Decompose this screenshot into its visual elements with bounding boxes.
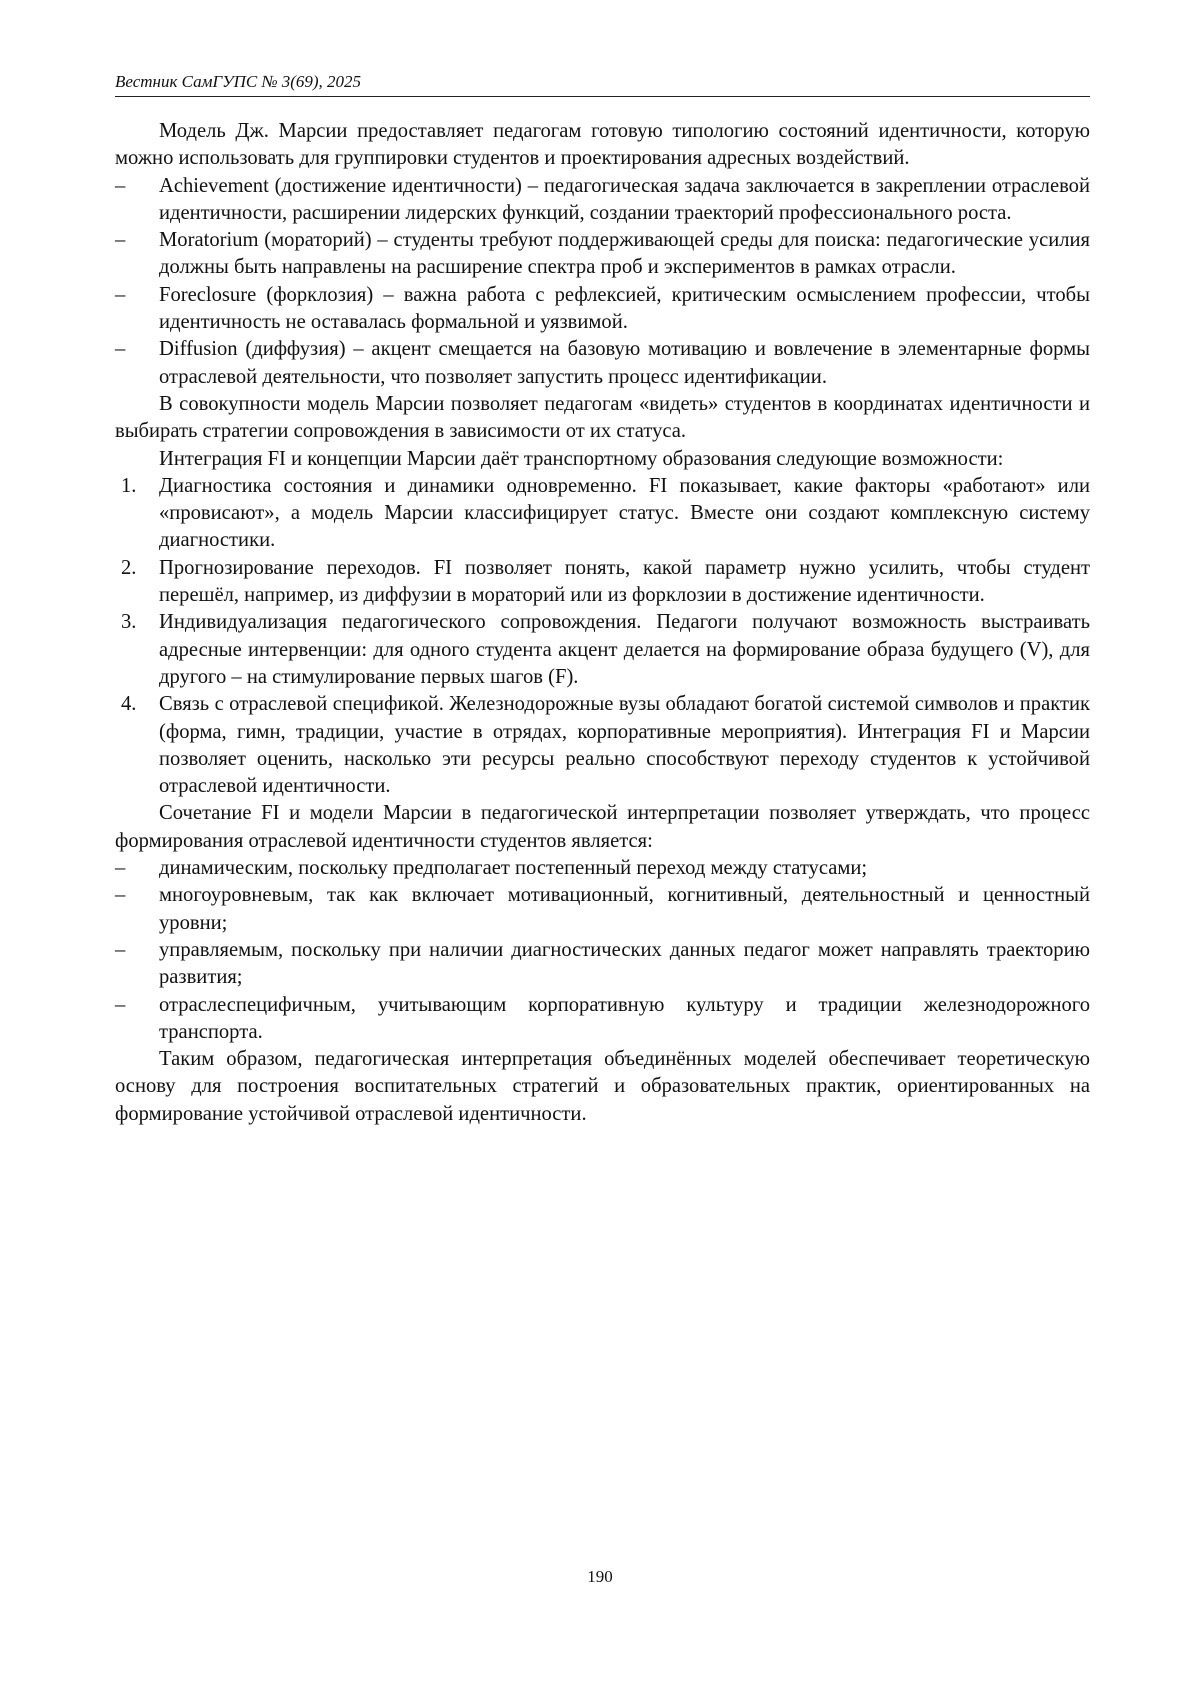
numbered-item-4 <box>115 691 1090 800</box>
numbered-item-3 <box>115 609 1090 691</box>
paragraph-4: Сочетание FI и модели Марсии в педагогической интерпретации позволяет утверждать, что процесс формирования отраслевой идентичности студентов является: <box>115 802 1090 852</box>
list-number: 2. <box>121 556 137 579</box>
list-marker: – <box>115 857 126 880</box>
article-body <box>115 118 1090 1128</box>
list-item-manageable <box>115 937 1090 992</box>
list-item-multilevel <box>115 882 1090 937</box>
list-item-text: Связь с отраслевой спецификой. Железнодорожные вузы обладают богатой системой символов и практик (форма, гимн, традиции, участие в отрядах, корпоративные мероприятия). Интеграция FI и Марсии позволяет оценить, насколько эти ресурсы реально способствуют переходу студентов к устойчивой отраслевой идентичности. <box>159 693 1090 798</box>
list-item-text: Moratorium (мораторий) – студенты требуют поддерживающей среды для поиска: педагогические усилия должны быть направлены на расширение спектра проб и экспериментов в рамках отрасли. <box>159 229 1090 279</box>
list-marker: – <box>115 229 126 252</box>
list-item-moratorium <box>115 227 1090 282</box>
list-item-text: Диагностика состояния и динамики одновременно. FI показывает, какие факторы «работают» или «провисают», а модель Марсии классифицирует статус. Вместе они создают комплексную систему диагностики. <box>159 474 1090 552</box>
numbered-list <box>115 473 1090 801</box>
status-list <box>115 173 1090 391</box>
list-marker: – <box>115 338 126 361</box>
list-marker: – <box>115 283 126 306</box>
process-list <box>115 855 1090 1046</box>
running-header: Вестник СамГУПС № 3(69), 2025 <box>115 71 1090 97</box>
page-number: 190 <box>587 1567 613 1586</box>
list-item-dynamic <box>115 855 1090 882</box>
list-item-text: Foreclosure (форклозия) – важна работа с рефлексией, критическим осмыслением профессии, чтобы идентичность не оставалась формальной и уязвимой. <box>159 283 1090 334</box>
list-item-text: управляемым, поскольку при наличии диагностических данных педагог может направлять траекторию развития; <box>159 938 1090 989</box>
list-marker: – <box>115 884 126 907</box>
paragraph-2: В совокупности модель Марсии позволяет педагогам «видеть» студентов в координатах идентичности и выбирать стратегии сопровождения в зависимости от их статуса. <box>115 392 1090 443</box>
numbered-item-1 <box>115 473 1090 555</box>
list-item-industry-specific <box>115 992 1090 1047</box>
conclusion-paragraph: Таким образом, педагогическая интерпретация объединённых моделей обеспечивает теоретическую основу для построения воспитательных стратегий и образовательных практик, ориентированных на формирование устойчивой отраслевой идентичности. <box>115 1048 1090 1125</box>
list-number: 3. <box>121 611 137 634</box>
list-item-text: Прогнозирование переходов. FI позволяет понять, какой параметр нужно усилить, чтобы студент перешёл, например, из диффузии в мораторий или из форклозии в достижение идентичности. <box>159 556 1090 607</box>
list-number: 1. <box>121 474 137 497</box>
list-item-text: динамическим, поскольку предполагает постепенный переход между статусами; <box>159 857 868 880</box>
list-item-text: Индивидуализация педагогического сопровождения. Педагоги получают возможность выстраивать адресные интервенции: для одного студента акцент делается на формирование образа будущего (V), для другого – на стимулирование первых шагов (F). <box>159 611 1090 688</box>
list-marker: – <box>115 938 126 961</box>
intro-paragraph: Модель Дж. Марсии предоставляет педагогам готовую типологию состояний идентичности, которую можно использовать для группировки студентов и проектирования адресных воздействий. <box>115 120 1090 170</box>
list-item-text: отраслеспецифичным, учитывающим корпоративную культуру и традиции железнодорожного транспорта. <box>159 993 1090 1043</box>
list-marker: – <box>115 993 126 1016</box>
list-item-diffusion <box>115 336 1090 391</box>
list-item-foreclosure <box>115 282 1090 337</box>
list-number: 4. <box>121 693 137 716</box>
numbered-item-2 <box>115 555 1090 610</box>
paragraph-3: Интеграция FI и концепции Марсии даёт транспортному образования следующие возможности: <box>159 447 1004 470</box>
list-item-achievement <box>115 173 1090 228</box>
list-marker: – <box>115 174 126 197</box>
list-item-text: Diffusion (диффузия) – акцент смещается на базовую мотивацию и вовлечение в элементарные формы отраслевой деятельности, что позволяет запустить процесс идентификации. <box>159 338 1090 388</box>
list-item-text: многоуровневым, так как включает мотивационный, когнитивный, деятельностный и ценностный уровни; <box>159 884 1090 934</box>
list-item-text: Achievement (достижение идентичности) – педагогическая задача заключается в закреплении отраслевой идентичности, расширении лидерских функций, создании траекторий профессионального роста. <box>159 174 1090 224</box>
